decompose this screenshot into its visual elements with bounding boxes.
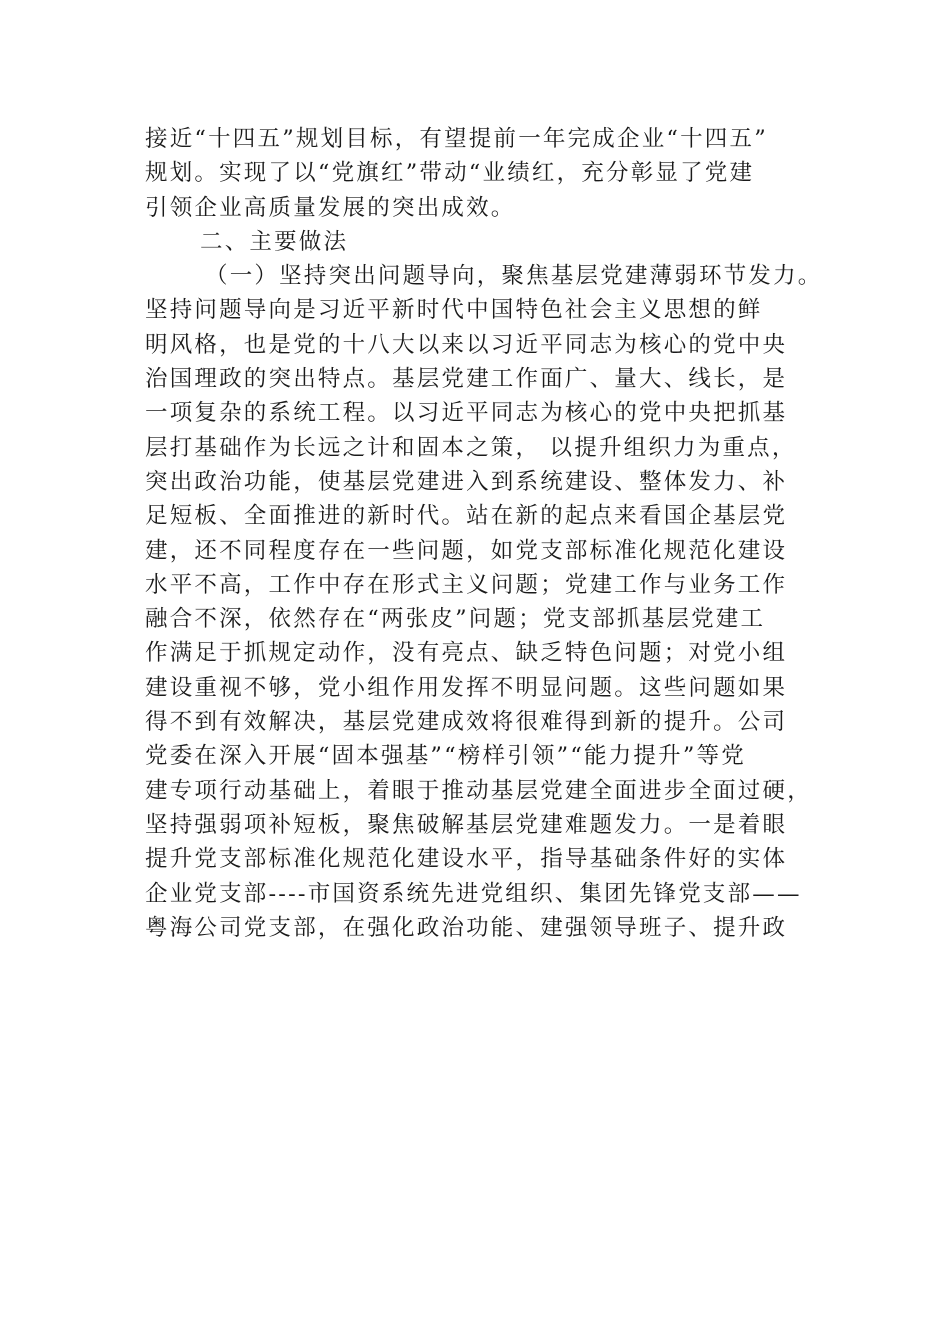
paragraph-line: 建设重视不够，党小组作用发挥不明显问题。这些问题如果 xyxy=(145,674,788,701)
section-heading: 二、主要做法 xyxy=(200,228,349,255)
paragraph-line: 接近“十四五”规划目标，有望提前一年完成企业“十四五” xyxy=(145,126,768,152)
paragraph-line: 水平不高，工作中存在形式主义问题；党建工作与业务工作 xyxy=(145,571,788,598)
paragraph-line: 建专项行动基础上，着眼于推动基层党建全面进步全面过硬， xyxy=(145,777,812,804)
paragraph-line: 引领企业高质量发展的突出成效。 xyxy=(145,194,516,221)
document-body xyxy=(145,122,823,979)
paragraph-line: 融合不深，依然存在“两张皮”问题；党支部抓基层党建工 xyxy=(145,606,766,633)
paragraph-line: 足短板、全面推进的新时代。站在新的起点来看国企基层党 xyxy=(145,503,788,530)
paragraph-line xyxy=(145,945,810,979)
paragraph-line: 坚持问题导向是习近平新时代中国特色社会主义思想的鲜 xyxy=(145,297,763,324)
paragraph-line: 得不到有效解决，基层党建成效将很难得到新的提升。公司 xyxy=(145,709,788,736)
paragraph-line: 治国理政的突出特点。基层党建工作面广、量大、线长，是 xyxy=(145,366,788,393)
paragraph-line: 坚持强弱项补短板，聚焦破解基层党建难题发力。一是着眼 xyxy=(145,811,788,838)
paragraph-line: 提升党支部标准化规范化建设水平，指导基础条件好的实体 xyxy=(145,846,788,873)
paragraph-line: 粤海公司党支部，在强化政治功能、建强领导班子、提升政 xyxy=(145,914,788,941)
paragraph-line: 规划。实现了以“党旗红”带动“业绩红，充分彰显了党建 xyxy=(145,160,755,187)
paragraph-line: 层打基础作为长远之计和固本之策， 以提升组织力为重点， xyxy=(145,434,797,461)
paragraph-line: 一项复杂的系统工程。以习近平同志为核心的党中央把抓基 xyxy=(145,400,788,427)
paragraph-line: 明风格，也是党的十八大以来以习近平同志为核心的党中央 xyxy=(145,331,788,358)
paragraph-line: 建，还不同程度存在一些问题，如党支部标准化规范化建设 xyxy=(145,537,788,564)
subsection-heading: （一）坚持突出问题导向，聚焦基层党建薄弱环节发力。 xyxy=(205,263,823,290)
paragraph-line: 作满足于抓规定动作，没有亮点、缺乏特色问题；对党小组 xyxy=(145,640,788,667)
paragraph-line: 党委在深入开展“固本强基”“榜样引领”“能力提升”等党 xyxy=(145,743,746,770)
paragraph-line: 企业党支部----市国资系统先进党组织、集团先锋党支部—— xyxy=(145,880,802,907)
paragraph-line: 突出政治功能，使基层党建进入到系统建设、整体发力、补 xyxy=(145,468,788,495)
